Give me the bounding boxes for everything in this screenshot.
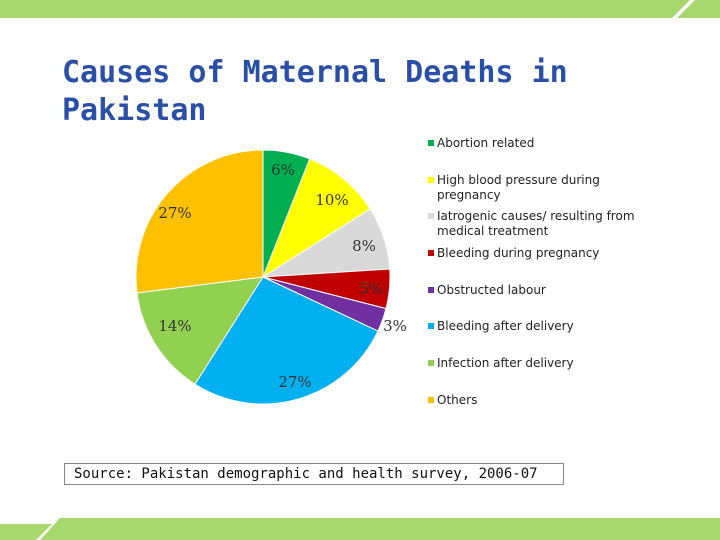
legend-swatch <box>428 250 434 256</box>
slice-percent-label: 3% <box>383 317 407 335</box>
slice-percent-label: 27% <box>158 204 192 222</box>
bottom-decorative-bar <box>0 512 720 540</box>
slice-percent-label: 8% <box>352 237 376 255</box>
legend-label: Others <box>437 393 478 407</box>
legend-swatch <box>428 140 434 146</box>
slice-percent-label: 10% <box>315 191 349 209</box>
slide-title: Causes of Maternal Deaths in Pakistan <box>62 55 568 128</box>
slice-percent-label: 6% <box>271 161 295 179</box>
legend-swatch <box>428 287 434 293</box>
legend-label: Obstructed labour <box>437 283 546 297</box>
legend-swatch <box>428 323 434 329</box>
slice-percent-label: 27% <box>278 373 312 391</box>
legend-label: Iatrogenic causes/ resulting from medical treatment <box>437 209 635 238</box>
legend-label: High blood pressure during pregnancy <box>437 173 600 202</box>
slice-percent-label: 5% <box>359 280 383 298</box>
pie-slice <box>136 150 263 293</box>
legend-swatch <box>428 213 434 219</box>
legend-swatch <box>428 360 434 366</box>
legend-swatch <box>428 397 434 403</box>
legend-swatch <box>428 177 434 183</box>
legend-label: Abortion related <box>437 136 535 150</box>
legend-label: Bleeding after delivery <box>437 319 574 333</box>
slice-percent-label: 14% <box>158 317 192 335</box>
source-note: Source: Pakistan demographic and health survey, 2006-07 <box>64 463 564 485</box>
legend-label: Infection after delivery <box>437 356 574 370</box>
legend-label: Bleeding during pregnancy <box>437 246 600 260</box>
